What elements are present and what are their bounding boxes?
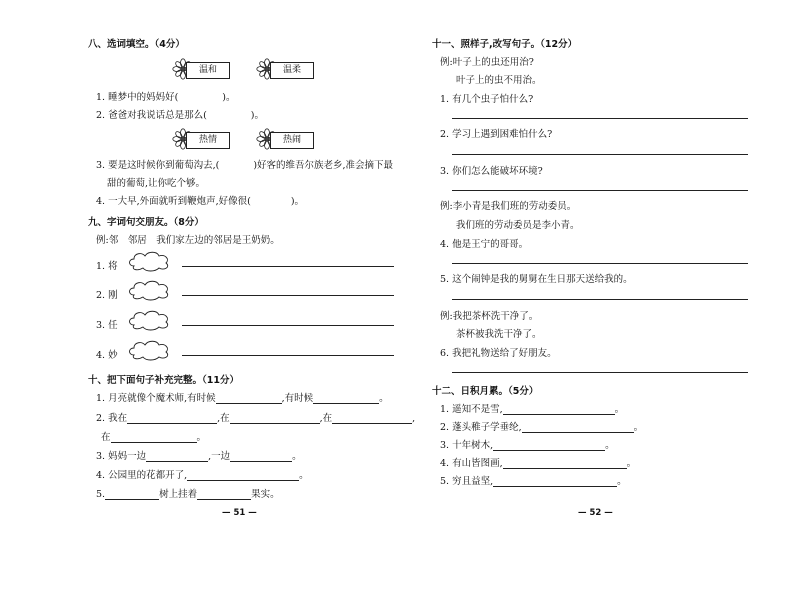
answer-blank[interactable] xyxy=(111,432,197,443)
s12-item-2: 2. 蓬头稚子学垂纶, 。 xyxy=(440,422,644,433)
answer-line[interactable] xyxy=(452,299,748,300)
section-12-title: 十二、日积月累。（5分） xyxy=(432,386,539,397)
answer-blank[interactable] xyxy=(503,458,627,469)
section-10-title: 十、把下面句子补充完整。（11分） xyxy=(88,375,239,386)
answer-blank[interactable] xyxy=(503,404,615,415)
answer-blank[interactable] xyxy=(313,393,379,404)
cloud-blank-icon[interactable] xyxy=(126,339,172,361)
s11-question-1: 1. 有几个虫子怕什么? xyxy=(440,94,534,105)
cloud-blank-icon[interactable] xyxy=(126,250,172,272)
word-box: 温柔 xyxy=(270,62,314,79)
s12-item-3: 3. 十年树木, 。 xyxy=(440,440,615,451)
s10-question-1: 1. 月亮就像个魔术师,有时候 ,有时候 。 xyxy=(96,393,389,404)
s10-question-3: 3. 妈妈一边 ,一边 。 xyxy=(96,451,302,462)
s12-item-4: 4. 有山皆图画, 。 xyxy=(440,458,637,469)
answer-line[interactable] xyxy=(452,154,748,155)
s11-example-1b: 叶子上的虫不用治。 xyxy=(456,75,542,86)
s9-item-1: 1. 将 xyxy=(96,261,118,272)
page-number: — 52 — xyxy=(578,508,613,518)
answer-blank[interactable] xyxy=(493,476,617,487)
answer-blank[interactable] xyxy=(197,489,251,500)
answer-blank[interactable] xyxy=(146,451,208,462)
s8-question-2: 2. 爸爸对我说话总是那么( )。 xyxy=(96,110,265,121)
answer-line[interactable] xyxy=(452,190,748,191)
answer-blank[interactable] xyxy=(522,422,634,433)
s10-question-2: 2. 我在 ,在 ,在 , xyxy=(96,413,416,424)
s10-question-4: 4. 公园里的花都开了, 。 xyxy=(96,470,309,481)
answer-blank[interactable] xyxy=(105,489,159,500)
s11-question-2: 2. 学习上遇到困难怕什么? xyxy=(440,129,553,140)
answer-blank[interactable] xyxy=(216,393,282,404)
s12-item-5: 5. 穷且益坚, 。 xyxy=(440,476,627,487)
section-11-title: 十一、照样子,改写句子。（12分） xyxy=(432,39,578,50)
word-box: 热闹 xyxy=(270,132,314,149)
cloud-blank-icon[interactable] xyxy=(126,309,172,331)
word-box: 温和 xyxy=(186,62,230,79)
s11-example-1a: 例:叶子上的虫还用治? xyxy=(440,57,534,68)
answer-line[interactable] xyxy=(452,263,748,264)
s9-item-3: 3. 任 xyxy=(96,320,118,331)
s8-question-3: 3. 要是这时候你到葡萄沟去,( )好客的维吾尔族老乡,准会摘下最 xyxy=(96,160,394,171)
s11-example-3a: 例:我把茶杯洗干净了。 xyxy=(440,311,539,322)
s12-item-1: 1. 遥知不是雪, 。 xyxy=(440,404,625,415)
answer-line[interactable] xyxy=(182,266,394,267)
answer-line[interactable] xyxy=(182,325,394,326)
answer-blank[interactable] xyxy=(230,413,320,424)
answer-blank[interactable] xyxy=(127,413,217,424)
s11-question-6: 6. 我把礼物送给了好朋友。 xyxy=(440,348,557,359)
s9-item-2: 2. 刚 xyxy=(96,290,118,301)
s8-question-3-cont: 甜的葡萄,让你吃个够。 xyxy=(107,178,206,189)
section-8-title: 八、选词填空。（4分） xyxy=(88,39,185,50)
s9-example: 例:邻 邻居 我们家左边的邻居是王奶奶。 xyxy=(96,235,280,246)
s11-example-2a: 例:李小青是我们班的劳动委员。 xyxy=(440,201,577,212)
answer-line[interactable] xyxy=(182,355,394,356)
s8-question-4: 4. 一大早,外面就听到鞭炮声,好像很( )。 xyxy=(96,196,305,207)
section-9-title: 九、字词句交朋友。（8分） xyxy=(88,217,204,228)
s9-item-4: 4. 妙 xyxy=(96,350,118,361)
s11-example-3b: 茶杯被我洗干净了。 xyxy=(456,329,542,340)
s11-question-4: 4. 他是王宁的哥哥。 xyxy=(440,239,529,250)
answer-blank[interactable] xyxy=(332,413,412,424)
s11-question-5: 5. 这个闹钟是我的舅舅在生日那天送给我的。 xyxy=(440,274,633,285)
word-box: 热情 xyxy=(186,132,230,149)
answer-blank[interactable] xyxy=(493,440,605,451)
answer-line[interactable] xyxy=(452,118,748,119)
s8-question-1: 1. 睡梦中的妈妈好( )。 xyxy=(96,92,236,103)
answer-blank[interactable] xyxy=(230,451,292,462)
s10-question-2-cont: 在 。 xyxy=(101,432,207,443)
s10-question-5: 5. 树上挂着 果实。 xyxy=(96,489,280,500)
answer-line[interactable] xyxy=(182,295,394,296)
s11-example-2b: 我们班的劳动委员是李小青。 xyxy=(456,220,580,231)
cloud-blank-icon[interactable] xyxy=(126,279,172,301)
s11-question-3: 3. 你们怎么能破坏环境? xyxy=(440,166,543,177)
page-number: — 51 — xyxy=(222,508,257,518)
answer-line[interactable] xyxy=(452,372,748,373)
answer-blank[interactable] xyxy=(187,470,299,481)
